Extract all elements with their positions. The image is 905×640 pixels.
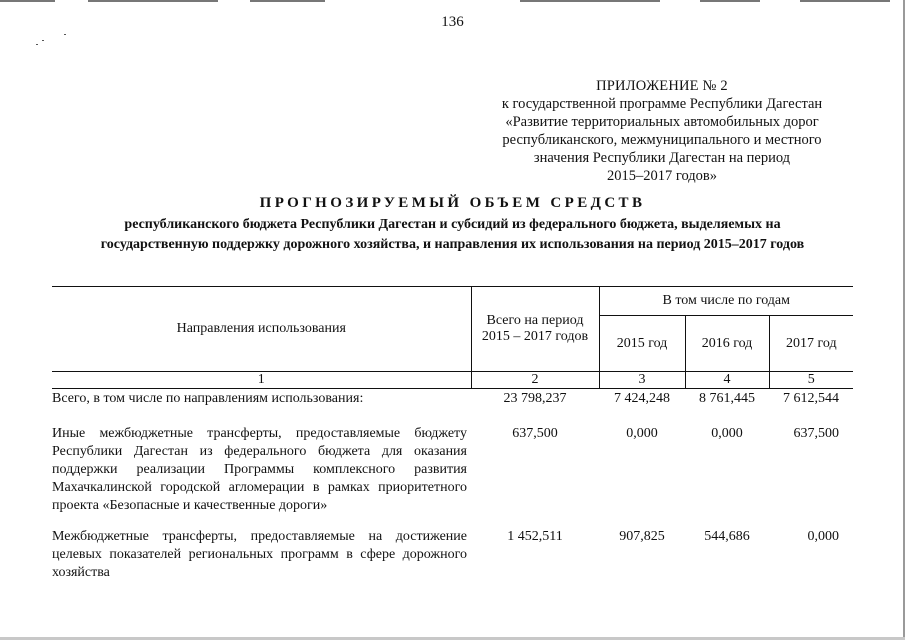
row-value-2015: 907,825 bbox=[619, 528, 665, 544]
row-value-2017: 0,000 bbox=[807, 528, 840, 544]
column-number: 2 bbox=[471, 372, 599, 389]
scan-top-edge bbox=[0, 0, 905, 1]
column-number: 3 bbox=[599, 372, 685, 389]
document-title bbox=[0, 193, 905, 255]
annex-line: «Развитие территориальных автомобильных дорог bbox=[505, 114, 819, 130]
header-year-2017: 2017 год bbox=[769, 316, 853, 372]
header-year-2015: 2015 год bbox=[599, 316, 685, 372]
header-year-2016: 2016 год bbox=[685, 316, 769, 372]
table-row bbox=[52, 389, 853, 425]
table-row bbox=[52, 528, 853, 584]
annex-heading: ПРИЛОЖЕНИЕ № 2 bbox=[596, 78, 728, 94]
column-number: 4 bbox=[685, 372, 769, 389]
title-subtitle bbox=[0, 215, 905, 255]
funding-table bbox=[52, 286, 853, 584]
title-main: ПРОГНОЗИРУЕМЫЙ ОБЪЕМ СРЕДСТВ bbox=[259, 195, 646, 211]
page-number: 136 bbox=[441, 14, 464, 30]
annex-line: значения Республики Дагестан на период bbox=[533, 150, 791, 166]
annex-line: 2015–2017 годов» bbox=[606, 168, 718, 184]
column-number: 5 bbox=[769, 372, 853, 389]
header-direction: Направления использования bbox=[52, 287, 471, 372]
table-row bbox=[52, 425, 853, 528]
row-total: 23 798,237 bbox=[503, 391, 567, 406]
annex-block bbox=[488, 77, 836, 185]
row-value-2015: 0,000 bbox=[626, 425, 658, 441]
row-value-2016: 0,000 bbox=[711, 425, 743, 441]
column-number-row bbox=[52, 372, 853, 389]
header-by-year: В том числе по годам bbox=[599, 287, 853, 316]
header-total-line: Всего на период bbox=[486, 313, 584, 328]
header-total bbox=[471, 287, 599, 372]
title-subtitle-line: государственную поддержку дорожного хозяйства, и направления их использования на период 2015–2017 годов bbox=[100, 237, 805, 252]
row-value-2017: 637,500 bbox=[793, 425, 840, 441]
row-description: Межбюджетные трансферты, предоставляемые на достижение целевых показателей региональных программ в сфере дорожного хозяйства bbox=[52, 528, 467, 580]
row-description: Иные межбюджетные трансферты, предоставляемые бюджету Республики Дагестан из федерального бюджета для оказания поддержки реализации Программы комплексного развития Махачкалинской городской агломерации в рамках приоритетного проекта «Безопасные и качественные дороги» bbox=[52, 425, 467, 513]
row-value-2017: 7 612,544 bbox=[783, 391, 840, 406]
title-subtitle-line: республиканского бюджета Республики Дагестан и субсидий из федерального бюджета, выделяемых на bbox=[124, 217, 781, 232]
row-description: Всего, в том числе по направлениям использования: bbox=[52, 391, 364, 406]
annex-line: республиканского, межмуниципального и местного bbox=[502, 132, 822, 148]
row-value-2015: 7 424,248 bbox=[614, 391, 670, 406]
row-total: 637,500 bbox=[512, 425, 558, 441]
annex-line: к государственной программе Республики Дагестан bbox=[501, 96, 823, 112]
row-total: 1 452,511 bbox=[507, 528, 563, 544]
header-total-line: 2015 – 2017 годов bbox=[481, 329, 589, 344]
row-value-2016: 544,686 bbox=[704, 528, 750, 544]
column-number: 1 bbox=[52, 372, 471, 389]
row-value-2016: 8 761,445 bbox=[699, 391, 755, 406]
